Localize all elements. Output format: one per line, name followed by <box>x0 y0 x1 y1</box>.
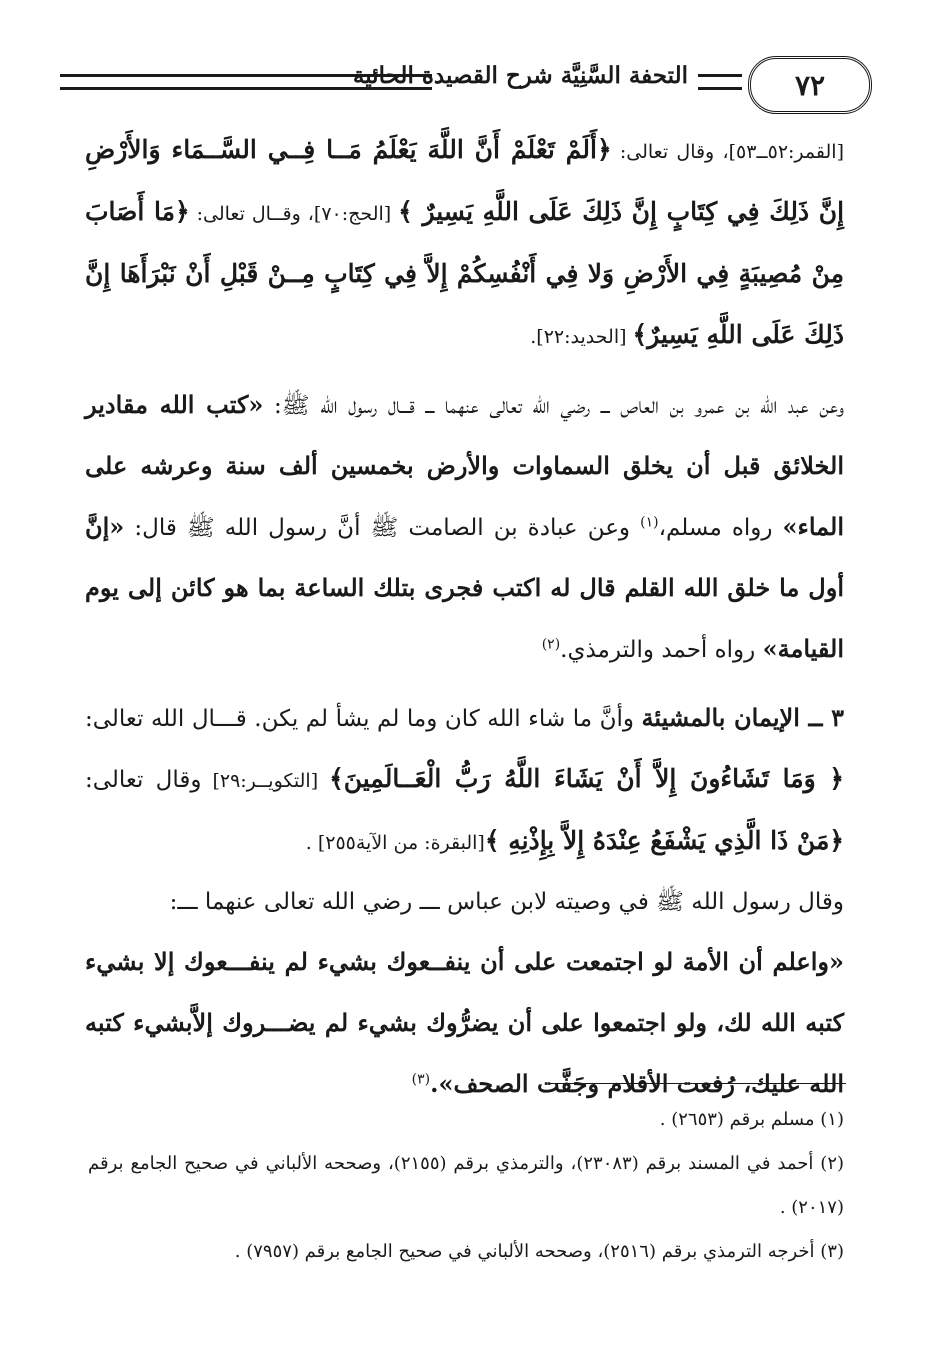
body-text: وقال تعالى: <box>85 767 202 793</box>
narration-source: رواه أحمد والترمذي. <box>560 637 763 663</box>
footnote-2: (٢) أحمد في المسند برقم (٢٣٠٨٣)، والترمذي برقم (٢١٥٥)، وصححه الألباني في صحيح الجامع برقم (٢٠١٧) . <box>88 1153 845 1218</box>
paragraph-3 <box>85 688 844 873</box>
header-rule-left <box>60 74 432 90</box>
section-heading: ٣ ــ الإيمان بالمشيئة <box>641 703 844 732</box>
citation: [البقرة: من الآية٢٥٥] . <box>305 832 485 854</box>
footnote-marker[interactable]: (٢) <box>541 636 561 653</box>
narration-source: رواه مسلم، <box>658 515 783 541</box>
paragraph-5 <box>85 932 844 1115</box>
footnote-marker[interactable]: (٣) <box>411 1071 431 1088</box>
quran-verse: ﴿مَنْ ذَا الَّذِي يَشْفَعُ عِنْدَهُ إِلاَّ بِإِذْنِهِ ﴾ <box>484 826 844 855</box>
footnote-1: (١) مسلم برقم (٢٦٥٣) . <box>659 1109 844 1130</box>
running-title: التحفة السَّنِيَّة شرح القصيدة الحائية <box>352 62 688 89</box>
footnote-marker[interactable]: (١) <box>640 514 659 531</box>
narration-intro: وعن عبد الله بن عمرو بن العاص ـــ رضي الله تعالى عنهما ـــ قـــال رسول الله ﷺ: <box>263 393 845 419</box>
page-header <box>60 52 872 116</box>
paragraph-4 <box>85 873 844 932</box>
page-number: ٧٢ <box>748 56 872 114</box>
hadith-text: «كتب الله مقادير الخلائق قبل أن يخلق السماوات والأرض بخمسين ألف سنة وعرشه على الماء» <box>85 390 844 541</box>
hadith-text: «إنَّ أول ما خلق الله القلم قال له اكتب فجرى بتلك الساعة بما هو كائن إلى يوم القيامة» <box>85 512 844 663</box>
citation: [الحديد:٢٢]. <box>530 326 633 348</box>
body-text: وأنَّ ما شاء الله كان وما لم يشأ لم يكن. قـــال الله تعالى: <box>85 706 642 732</box>
paragraph-1 <box>85 120 844 367</box>
citation: [القمر:٥٢ــ٥٣]، وقال تعالى: <box>611 141 844 163</box>
main-text <box>85 120 844 1115</box>
narration-intro: وقال رسول الله ﷺ في وصيته لابن عباس ـــ رضي الله تعالى عنهما ـــ: <box>169 889 844 915</box>
footnotes <box>88 1098 844 1274</box>
paragraph-2 <box>85 375 844 680</box>
footnote-3: (٣) أخرجه الترمذي برقم (٢٥١٦)، وصححه الألباني في صحيح الجامع برقم (٧٩٥٧) . <box>234 1241 844 1262</box>
quran-verse: ﴿ وَمَا تَشَاءُونَ إِلاَّ أَنْ يَشَاءَ اللَّهُ رَبُّ الْعَــالَمِينَ﴾ <box>329 764 844 793</box>
quran-verse: ﴿مَا أَصَابَ مِنْ مُصِيبَةٍ فِي الأَرْضِ وَلا فِي أَنْفُسِكُمْ إِلاَّ فِي كِتَابٍ مِــنْ قَبْلِ أَنْ نَبْرَأَهَا إِنَّ ذَلِكَ عَلَى اللَّهِ يَسِيرٌ﴾ <box>85 197 844 349</box>
footnote-separator <box>548 1083 846 1084</box>
header-rule-right <box>698 74 742 90</box>
quran-verse: ﴿أَلَمْ تَعْلَمْ أَنَّ اللَّهَ يَعْلَمُ مَــا فِــي السَّــمَاء وَالأَرْضِ إِنَّ ذَلِكَ فِي كِتَابٍ إِنَّ ذَلِكَ عَلَى اللَّهِ يَسِيرٌ ﴾ <box>85 135 845 226</box>
hadith-text: «واعلم أن الأمة لو اجتمعت على أن ينفــعوك بشيء لم ينفـــعوك إلا بشيء كتبه الله لك، ولو اجتمعوا على أن يضرُّوك بشيء لم يضـــروك إلاَّبشيء كتبه الله عليك، رُفعت الأقلام وجَفَّت الصحف». <box>85 947 844 1098</box>
citation: [التكويــر:٢٩] <box>201 770 330 792</box>
narration-intro: وعن عبادة بن الصامت ﷺ أنَّ رسول الله ﷺ قال: <box>124 515 641 541</box>
citation: [الحج:٧٠]، وقــال تعالى: <box>189 203 399 225</box>
